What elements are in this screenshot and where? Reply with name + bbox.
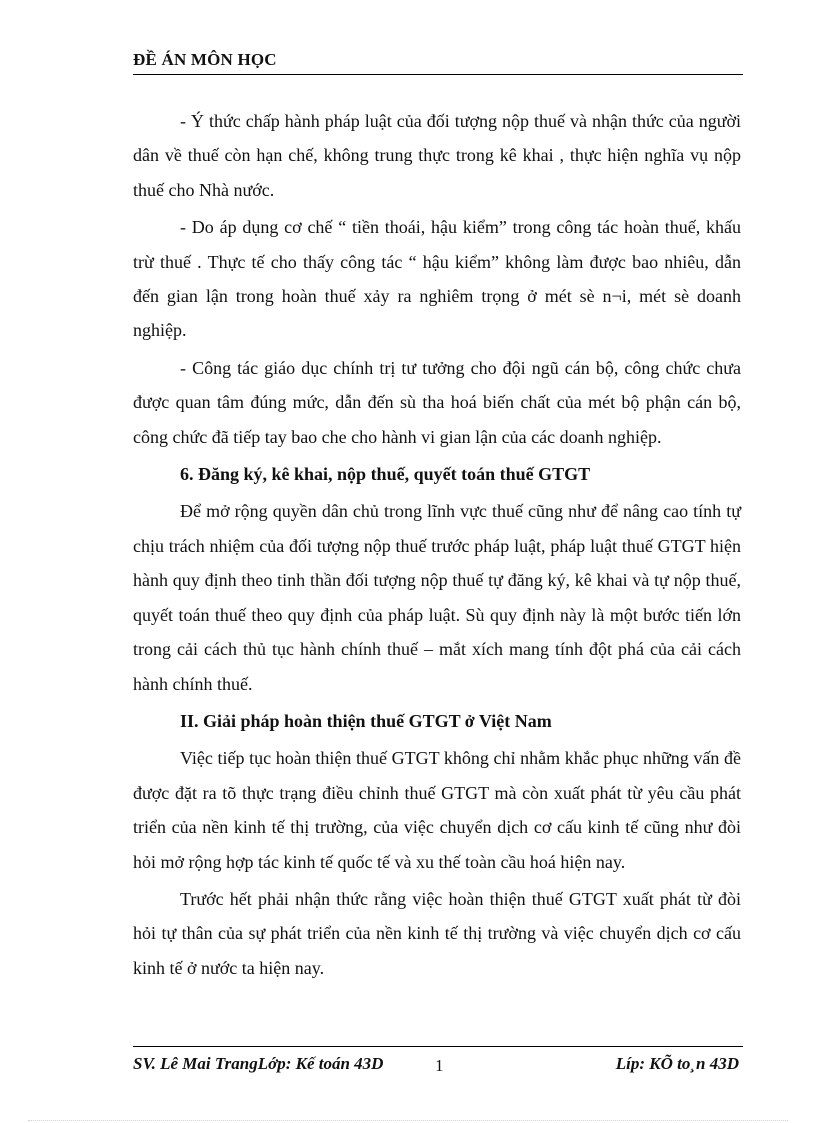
paragraph-2: - Do áp dụng cơ chế “ tiền thoái, hậu kiểm” trong công tác hoàn thuế, khấu trừ thuế . Thực tế cho thấy công tác “ hậu kiểm” không làm được bao nhiêu, dẫn đến gian lận trong hoàn thuế xảy ra nghiêm trọng ở mét sè n¬i, mét sè doanh nghiệp. [133, 217, 741, 341]
document-body [133, 104, 741, 988]
page-header [133, 48, 743, 75]
paragraph-1: - Ý thức chấp hành pháp luật của đối tượng nộp thuế và nhận thức của người dân về thuế còn hạn chế, không trung thực trong kê khai , thực hiện nghĩa vụ nộp thuế cho Nhà nước. [133, 111, 741, 200]
section-heading-6: 6. Đăng ký, kê khai, nộp thuế, quyết toán thuế GTGT [180, 464, 591, 485]
header-title: ĐỀ ÁN MÔN HỌC [133, 50, 277, 69]
footer-student-info: SV. Lê Mai TrangLớp: Kế toán 43D [133, 1054, 384, 1073]
paragraph-6: Trước hết phải nhận thức rằng việc hoàn thiện thuế GTGT xuất phát từ đòi hỏi tự thân của sự phát triển của nền kinh tế thị trường và việc chuyển dịch cơ cấu kinh tế ở nước ta hiện nay. [133, 888, 741, 978]
paragraph-4: Để mở rộng quyền dân chủ trong lĩnh vực thuế cũng như để nâng cao tính tự chịu trách nhiệm của đối tượng nộp thuế trước pháp luật, pháp luật thuế GTGT hiện hành quy định theo tinh thần đối tượng nộp thuế tự đăng ký, kê khai và tự nộp thuế, quyết toán thuế theo quy định của pháp luật. Sù quy định này là một bước tiến lớn trong cải cách thủ tục hành chính thuế – mắt xích mang tính đột phá của cải cách hành chính thuế. [133, 501, 741, 694]
page-number: 1 [435, 1056, 444, 1075]
section-heading-ii: II. Giải pháp hoàn thiện thuế GTGT ở Việt Nam [180, 710, 552, 731]
footer-class-info: Líp: KÕ to¸n 43D [615, 1054, 739, 1073]
paragraph-3: - Công tác giáo dục chính trị tư tưởng cho đội ngũ cán bộ, công chức chưa được quan tâm đúng mức, dẫn đến sù tha hoá biến chất của mét bộ phận cán bộ, công chức đã tiếp tay bao che cho hành vi gian lận của các doanh nghiệp. [133, 357, 741, 447]
page-footer [133, 1046, 743, 1079]
page-edge-divider [28, 1120, 788, 1121]
paragraph-5: Việc tiếp tục hoàn thiện thuế GTGT không chỉ nhằm khắc phục những vấn đề được đặt ra tõ thực trạng điều chỉnh thuế GTGT mà còn xuất phát từ yêu cầu phát triển của nền kinh tế thị trường, của việc chuyển dịch cơ cấu kinh tế cũng như đòi hỏi mở rộng hợp tác kinh tế quốc tế và xu thế toàn cầu hoá hiện nay. [133, 748, 741, 872]
